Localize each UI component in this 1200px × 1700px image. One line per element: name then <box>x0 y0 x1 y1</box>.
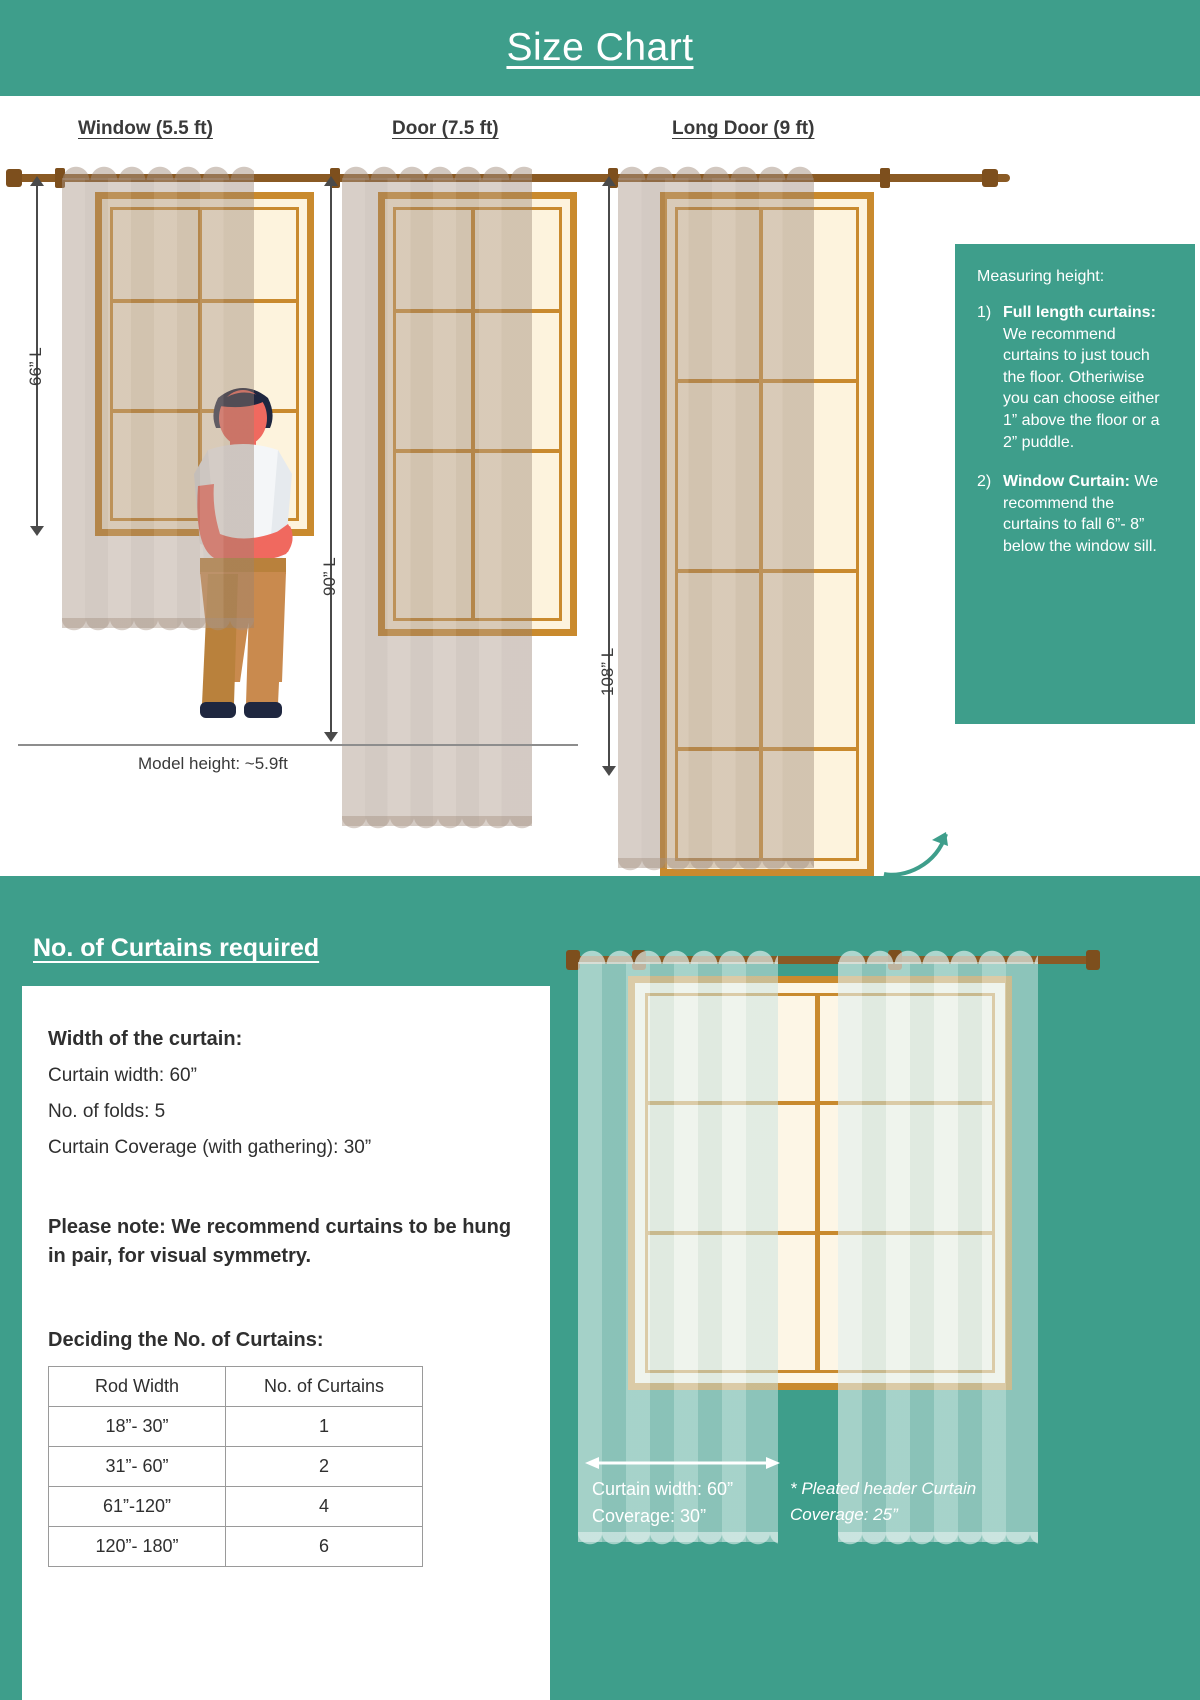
curtain-hem <box>618 858 814 878</box>
note-title: Full length curtains: <box>1003 304 1156 321</box>
curtain-hem <box>342 816 532 836</box>
sheer-curtain-window <box>62 178 254 628</box>
dimension-arrow-down <box>324 732 338 742</box>
curtain-hem <box>838 1532 1038 1552</box>
bottom-window-mullion-vertical <box>815 993 820 1373</box>
table-header-rod-width: Rod Width <box>49 1367 226 1407</box>
table-header-no-curtains: No. of Curtains <box>226 1367 423 1407</box>
table-row <box>49 1487 423 1527</box>
measuring-note-item <box>977 471 1173 557</box>
width-heading: Width of the curtain: <box>48 1028 243 1050</box>
curtain-header-pleats <box>618 164 814 180</box>
sheer-curtain-long-door <box>618 178 814 868</box>
note-number: 1) <box>977 304 992 321</box>
sheer-curtain-door <box>342 178 532 826</box>
column-label-long-door: Long Door (9 ft) <box>672 118 815 139</box>
dimension-label-door: 90” L <box>320 557 339 596</box>
measuring-note-box <box>955 244 1195 724</box>
curtain-rod-ring <box>880 168 890 188</box>
column-label-door: Door (7.5 ft) <box>392 118 499 139</box>
curtains-required-panel <box>0 876 1200 1700</box>
curtain-header-pleats <box>838 949 1038 964</box>
note-number: 2) <box>977 473 992 491</box>
curtain-header-pleats <box>578 949 778 964</box>
dimension-arrow-up <box>30 176 44 186</box>
table-row <box>49 1527 423 1567</box>
dimension-label-window: 66” L <box>26 347 45 386</box>
dimension-arrow-down <box>602 766 616 776</box>
size-chart-panel <box>0 96 1200 876</box>
dimension-arrow-up <box>324 176 338 186</box>
curtain-header-pleats <box>62 164 254 180</box>
cell-rod-width: 31”- 60” <box>49 1447 226 1487</box>
note-title: Window Curtain: <box>1003 473 1130 491</box>
curtains-info-card <box>22 986 550 1700</box>
note-text: We recommend curtains to just touch the floor. Otheriwise you can choose either 1” above the floor or a 2” puddle. <box>1003 325 1160 451</box>
note-body <box>1003 302 1173 453</box>
width-line: Curtain width: 60” <box>48 1065 197 1086</box>
bottom-caption-left-line2: Coverage: 30” <box>592 1506 707 1526</box>
cell-no-curtains: 1 <box>226 1407 423 1447</box>
cell-rod-width: 120”- 180” <box>49 1527 226 1567</box>
bottom-caption-left-line1: Curtain width: 60” <box>592 1479 734 1499</box>
page-title: Size Chart <box>506 26 694 69</box>
note-body <box>1003 471 1173 557</box>
width-line: Curtain Coverage (with gathering): 30” <box>48 1137 372 1158</box>
model-height-caption: Model height: ~5.9ft <box>138 754 288 773</box>
curtain-width-arrow <box>585 1456 780 1470</box>
table-row <box>49 1407 423 1447</box>
bottom-rod-cap-right <box>1086 950 1100 970</box>
table-header-row <box>49 1367 423 1407</box>
bottom-caption-right-line2: Coverage: 25” <box>790 1504 898 1524</box>
width-line: No. of folds: 5 <box>48 1101 166 1122</box>
bottom-curtain-left <box>578 962 778 1542</box>
bottom-caption-right-line1: * Pleated header Curtain <box>790 1479 977 1498</box>
bottom-caption-left <box>592 1476 733 1530</box>
page-header <box>0 0 1200 96</box>
note-text: We recommend the curtains to fall 6”- 8” below the window sill. <box>1003 473 1159 555</box>
curved-arrow-icon <box>880 822 960 882</box>
curtains-section-title: No. of Curtains required <box>33 934 320 962</box>
column-label-window: Window (5.5 ft) <box>78 118 213 139</box>
dimension-label-long-door: 108” L <box>598 647 617 696</box>
curtain-rod-cap-left <box>6 169 22 187</box>
cell-no-curtains: 2 <box>226 1447 423 1487</box>
rod-width-table <box>48 1366 423 1567</box>
dimension-line-door <box>330 182 332 738</box>
please-note-text: Please note: We recommend curtains to be hung in pair, for visual symmetry. <box>48 1216 512 1267</box>
measuring-note-heading: Measuring height: <box>977 268 1105 285</box>
cell-rod-width: 18”- 30” <box>49 1407 226 1447</box>
bottom-curtain-right <box>838 962 1038 1542</box>
measuring-note-item <box>977 302 1173 453</box>
bottom-caption-right <box>790 1476 976 1527</box>
curtain-hem <box>62 618 254 638</box>
dimension-arrow-up <box>602 176 616 186</box>
curtain-rod-cap-right <box>982 169 998 187</box>
cell-rod-width: 61”-120” <box>49 1487 226 1527</box>
curtain-header-pleats <box>342 164 532 180</box>
table-row <box>49 1447 423 1487</box>
deciding-heading: Deciding the No. of Curtains: <box>48 1329 324 1351</box>
dimension-arrow-down <box>30 526 44 536</box>
curtain-hem <box>578 1532 778 1552</box>
cell-no-curtains: 6 <box>226 1527 423 1567</box>
floor-line <box>18 744 578 746</box>
cell-no-curtains: 4 <box>226 1487 423 1527</box>
